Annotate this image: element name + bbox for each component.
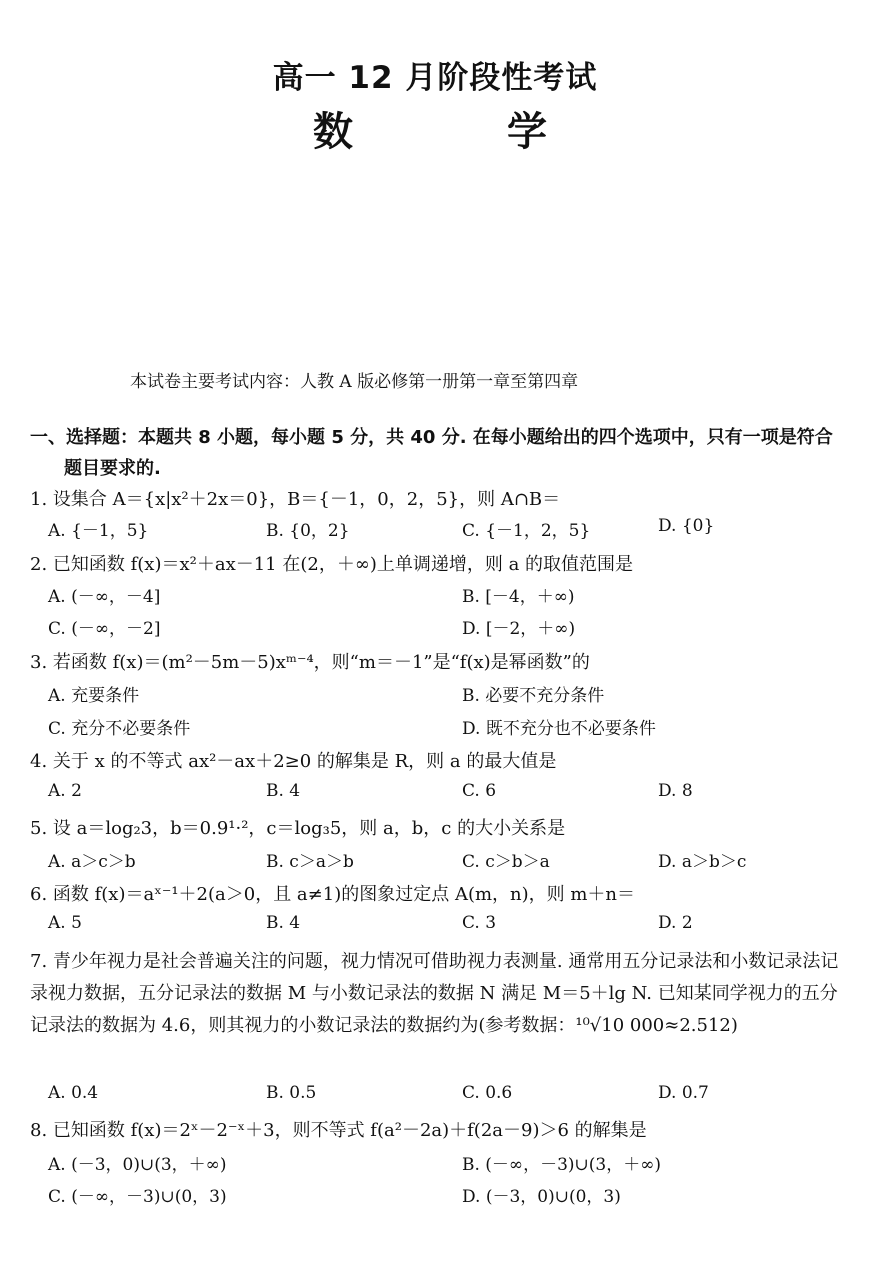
question-2-options-row2 [48, 614, 838, 644]
exam-title: 高一 12 月阶段性考试 [272, 60, 598, 96]
option-c[interactable]: C. 6 [462, 781, 497, 801]
option-b[interactable]: B. 必要不充分条件 [462, 686, 605, 706]
option-c[interactable]: C. (－∞，－2] [48, 619, 161, 639]
question-3-stem: 3. 若函数 f(x)＝(m²－5m－5)xᵐ⁻⁴，则“m＝－1”是“f(x)是幂函数”的 [30, 652, 590, 673]
option-a[interactable]: A. 充要条件 [48, 686, 140, 706]
option-a[interactable]: A. {－1，5} [48, 521, 149, 541]
question-7-options [48, 1083, 838, 1113]
option-d[interactable]: D. {0} [658, 516, 715, 536]
question-2-options-row1 [48, 582, 838, 612]
option-d[interactable]: D. a＞b＞c [658, 852, 747, 872]
option-b[interactable]: B. [－4，＋∞) [462, 587, 575, 607]
option-a[interactable]: A. (－3，0)∪(3，＋∞) [48, 1155, 227, 1175]
section-heading [30, 422, 840, 484]
question-8-options-row2 [48, 1182, 838, 1212]
option-c[interactable]: C. {－1，2，5} [462, 521, 591, 541]
exam-scope: 本试卷主要考试内容：人教 A 版必修第一册第一章至第四章 [130, 372, 579, 392]
question-5-stem: 5. 设 a＝log₂3，b＝0.9¹·²，c＝log₃5，则 a，b，c 的大小关系是 [30, 818, 566, 839]
option-a[interactable]: A. 5 [48, 913, 82, 933]
option-b[interactable]: B. 4 [266, 913, 301, 933]
option-d[interactable]: D. 既不充分也不必要条件 [462, 719, 656, 739]
option-c[interactable]: C. (－∞，－3)∪(0，3) [48, 1187, 227, 1207]
question-6-options [48, 913, 838, 943]
option-a[interactable]: A. 0.4 [48, 1083, 99, 1103]
section-heading-line1: 一、选择题：本题共 8 小题，每小题 5 分，共 40 分. 在每小题给出的四个选项中，只有一项是符合 [30, 427, 833, 448]
question-4-stem: 4. 关于 x 的不等式 ax²－ax＋2≥0 的解集是 R，则 a 的最大值是 [30, 751, 557, 772]
option-a[interactable]: A. (－∞，－4] [48, 587, 161, 607]
option-c[interactable]: C. 3 [462, 913, 497, 933]
question-1-options [48, 516, 838, 546]
question-6-stem: 6. 函数 f(x)＝aˣ⁻¹＋2(a＞0，且 a≠1)的图象过定点 A(m，n)，则 m＋n＝ [30, 884, 636, 905]
option-b[interactable]: B. {0，2} [266, 521, 350, 541]
subject-title: 数 学 [313, 109, 617, 155]
question-3-options-row1 [48, 681, 838, 711]
question-8-stem: 8. 已知函数 f(x)＝2ˣ－2⁻ˣ＋3，则不等式 f(a²－2a)＋f(2a－9)＞6 的解集是 [30, 1120, 647, 1141]
option-b[interactable]: B. 4 [266, 781, 301, 801]
option-d[interactable]: D. (－3，0)∪(0，3) [462, 1187, 621, 1207]
option-d[interactable]: D. 8 [658, 781, 693, 801]
option-d[interactable]: D. 0.7 [658, 1083, 709, 1103]
question-4-options [48, 781, 838, 811]
option-b[interactable]: B. (－∞，－3)∪(3，＋∞) [462, 1155, 662, 1175]
option-d[interactable]: D. 2 [658, 913, 693, 933]
option-b[interactable]: B. 0.5 [266, 1083, 317, 1103]
option-d[interactable]: D. [－2，＋∞) [462, 619, 576, 639]
option-a[interactable]: A. a＞c＞b [48, 852, 136, 872]
question-3-options-row2 [48, 714, 838, 744]
question-1-stem: 1. 设集合 A＝{x|x²＋2x＝0}，B＝{－1，0，2，5}，则 A∩B＝ [30, 489, 561, 510]
option-c[interactable]: C. 0.6 [462, 1083, 513, 1103]
option-b[interactable]: B. c＞a＞b [266, 852, 354, 872]
section-heading-line2: 题目要求的. [64, 458, 161, 479]
question-2-stem: 2. 已知函数 f(x)＝x²＋ax－11 在(2，＋∞)上单调递增，则 a 的取值范围是 [30, 554, 634, 575]
question-5-options [48, 847, 838, 877]
option-c[interactable]: C. 充分不必要条件 [48, 719, 191, 739]
question-8-options-row1 [48, 1150, 838, 1180]
option-c[interactable]: C. c＞b＞a [462, 852, 550, 872]
question-7-stem: 7. 青少年视力是社会普遍关注的问题，视力情况可借助视力表测量. 通常用五分记录法和小数记录法记录视力数据，五分记录法的数据 M 与小数记录法的数据 N 满足 M＝5＋lg N. 已知某同学视力的五分记录法的数据为 4.6，则其视力的小数记录法的数据约为(参考数据：¹⁰√10 000≈2.512) [30, 951, 839, 1036]
option-a[interactable]: A. 2 [48, 781, 82, 801]
